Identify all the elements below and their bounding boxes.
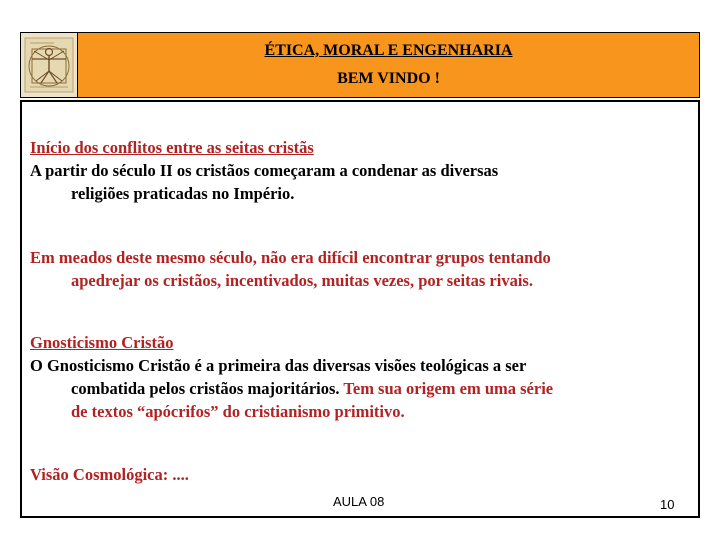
text-line: A partir do século II os cristãos começaram a condenar as diversas <box>30 161 499 180</box>
vitruvian-man-icon <box>24 37 74 93</box>
text-fragment-red: Tem sua origem em uma série <box>343 379 554 398</box>
slide-subtitle: BEM VINDO ! <box>337 70 440 87</box>
section-visao-cosmologica <box>30 463 670 486</box>
section-meados <box>30 246 670 292</box>
text-line-mixed <box>30 377 670 400</box>
footer-label: AULA 08 <box>333 494 385 509</box>
text-line: religiões praticadas no Império. <box>71 184 295 203</box>
text-line: de textos “apócrifos” do cristianismo primitivo. <box>71 402 405 421</box>
section-heading-conflitos: Início dos conflitos entre as seitas cristãs <box>30 138 314 157</box>
page-number: 10 <box>660 497 675 512</box>
slide-title: ÉTICA, MORAL E ENGENHARIA <box>264 42 513 59</box>
title-band <box>78 33 699 97</box>
section-conflitos <box>30 136 670 205</box>
text-fragment: combatida pelos cristãos majoritários. <box>71 379 344 398</box>
section-heading-gnosticismo: Gnosticismo Cristão <box>30 333 174 352</box>
text-line: Em meados deste mesmo século, não era difícil encontrar grupos tentando <box>30 248 551 267</box>
section-gnosticismo <box>30 331 670 423</box>
text-line: O Gnosticismo Cristão é a primeira das diversas visões teológicas a ser <box>30 356 527 375</box>
slide-header <box>20 32 700 98</box>
section-heading-visao: Visão Cosmológica: .... <box>30 465 189 484</box>
text-line: apedrejar os cristãos, incentivados, muitas vezes, por seitas rivais. <box>71 271 533 290</box>
logo <box>21 33 78 97</box>
